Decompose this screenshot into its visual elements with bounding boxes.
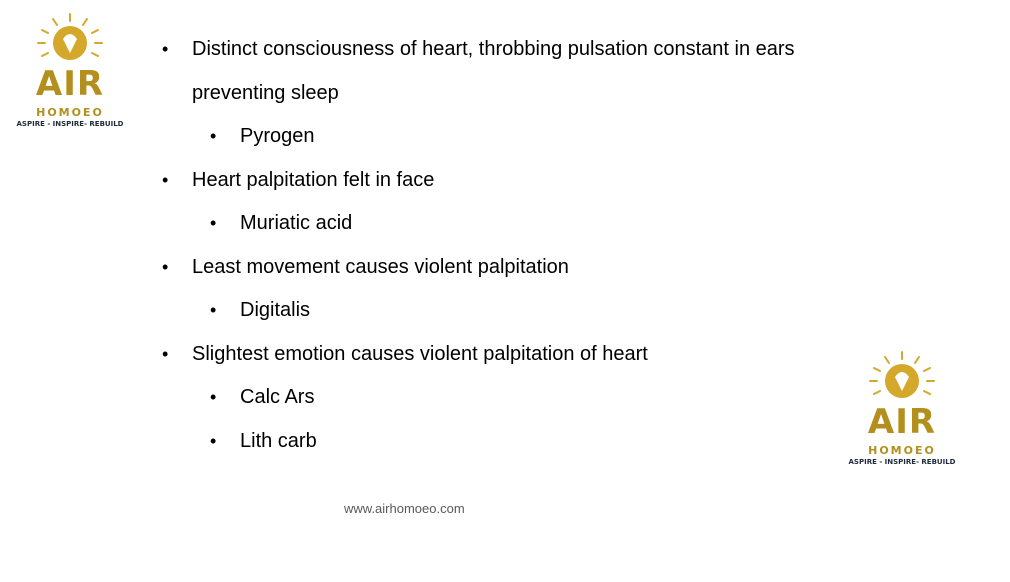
bulb-rays-icon <box>852 350 952 410</box>
bullet-dot-icon: • <box>162 39 169 59</box>
bullet-item <box>158 159 878 203</box>
bullet-item <box>158 28 878 115</box>
bullet-text: Least movement causes violent palpitation <box>192 255 569 278</box>
bullet-text: Calc Ars <box>240 386 315 408</box>
bullet-list <box>158 28 878 463</box>
sub-bullet-item <box>158 376 878 420</box>
bullet-dot-icon: • <box>210 213 217 233</box>
footer-website[interactable]: www.airhomoeo.com <box>344 501 465 516</box>
logo-name: AIR <box>35 64 105 104</box>
sub-bullet-item <box>158 115 878 159</box>
logo-tagline: ASPIRE - INSPIRE- REBUILD <box>16 120 124 128</box>
brand-logo-secondary <box>848 350 956 470</box>
bullet-item <box>158 333 878 377</box>
bullet-text: Lith carb <box>240 429 317 452</box>
bullet-dot-icon: • <box>162 256 169 277</box>
logo-name: AIR <box>867 402 937 442</box>
bullet-dot-icon: • <box>210 126 217 146</box>
sub-bullet-item <box>158 420 878 464</box>
sub-bullet-item <box>158 289 878 333</box>
bullet-text: Muriatic acid <box>240 212 353 234</box>
bullet-dot-icon: • <box>210 300 217 320</box>
logo-tagline: ASPIRE - INSPIRE- REBUILD <box>848 458 956 466</box>
bullet-text: Distinct consciousness of heart, throbbing pulsation constant in ears preventing sleep <box>192 38 795 104</box>
bullet-text: Digitalis <box>240 299 311 321</box>
logo-subtitle: HOMOEO <box>868 444 936 457</box>
bullet-text: Heart palpitation felt in face <box>192 168 435 191</box>
bullet-dot-icon: • <box>162 343 169 364</box>
bullet-item <box>158 246 878 290</box>
bullet-dot-icon: • <box>210 387 217 407</box>
logo-subtitle: HOMOEO <box>36 106 104 119</box>
sub-bullet-item <box>158 202 878 246</box>
bulb-rays-icon <box>20 12 120 72</box>
bullet-text: Slightest emotion causes violent palpitation of heart <box>192 342 648 365</box>
bullet-text: Pyrogen <box>240 125 315 147</box>
brand-logo <box>16 12 124 132</box>
bullet-dot-icon: • <box>162 169 169 190</box>
bullet-dot-icon: • <box>210 430 217 451</box>
